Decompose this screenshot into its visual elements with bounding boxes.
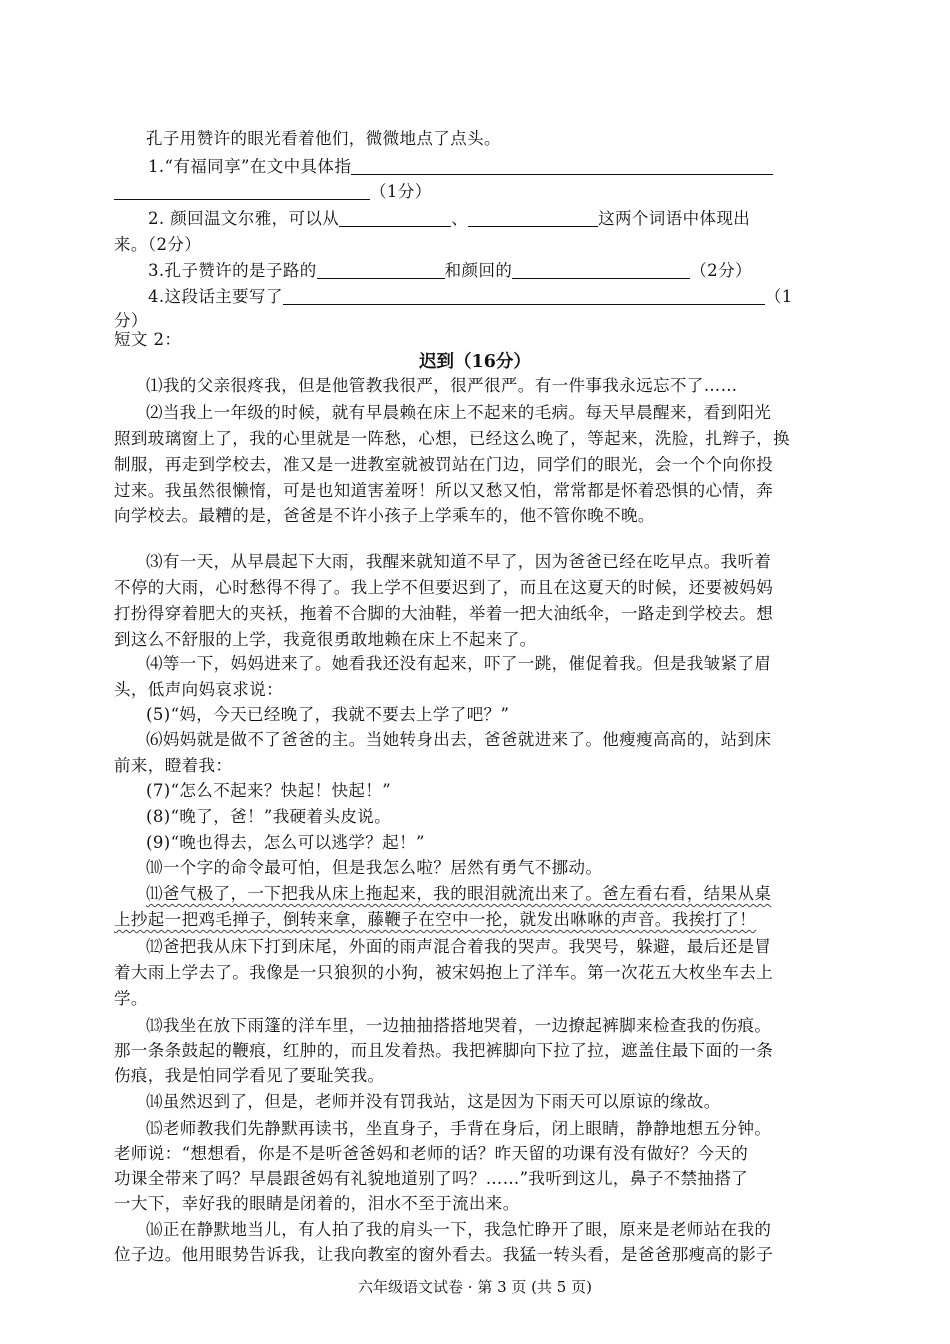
question-2-tail: 这两个词语中体现出 bbox=[598, 209, 751, 228]
paragraph-line: 到这么不舒服的上学，我竟很勇敢地赖在床上不起来了。 bbox=[114, 630, 537, 649]
paragraph-line: ⒁虽然迟到了，但是，老师并没有罚我站，这是因为下雨天可以原谅的缘故。 bbox=[146, 1092, 721, 1111]
intro-line: 孔子用赞许的眼光看着他们，微微地点了点头。 bbox=[146, 129, 501, 148]
paragraph-line: ⑽一个字的命令最可怕，但是我怎么啦？居然有勇气不挪动。 bbox=[146, 858, 603, 877]
question-1-label: 1.“有福同享”在文中具体指 bbox=[148, 157, 352, 176]
answer-blank-1a[interactable] bbox=[351, 156, 773, 175]
paragraph-line: ⒂老师教我们先静默再读书，坐直身子，手背在身后，闭上眼睛，静静地想五分钟。 bbox=[146, 1119, 772, 1138]
question-4-label: 4.这段话主要写了 bbox=[148, 287, 283, 306]
paragraph-line: ⑵当我上一年级的时候，就有早晨赖在床上不起来的毛病。每天早晨醒来，看到阳光 bbox=[146, 403, 772, 422]
question-2-cont: 来。（2分） bbox=[114, 235, 202, 254]
question-2-sep: 、 bbox=[451, 209, 469, 228]
paragraph-line: 伤痕，我是怕同学看见了要耻笑我。 bbox=[114, 1066, 385, 1085]
paragraph-line: ⑷等一下，妈妈进来了。她看我还没有起来，吓了一跳，催促着我。但是我皱紧了眉 bbox=[146, 654, 772, 673]
paragraph-line: 照到玻璃窗上了，我的心里就是一阵愁，心想，已经这么晚了，等起来，洗脸，扎辫子，换 bbox=[114, 429, 790, 448]
paragraph-line-underlined: ⑾爸气极了，一下把我从床上拖起来，我的眼泪就流出来了。爸左看右看，结果从桌 bbox=[146, 884, 772, 903]
paragraph-line: (5)“妈，今天已经晚了，我就不要去上学了吧？” bbox=[146, 705, 510, 724]
question-2-label: 2. 颜回温文尔雅，可以从 bbox=[148, 209, 340, 228]
paragraph-line-underlined: 上抄起一把鸡毛掸子，倒转来拿，藤鞭子在空中一抡，就发出咻咻的声音。我挨打了！ bbox=[114, 910, 757, 929]
article-title: 迟到（16分） bbox=[419, 352, 531, 372]
question-3-label: 3.孔子赞许的是子路的 bbox=[148, 261, 317, 280]
question-1 bbox=[148, 155, 773, 179]
paragraph-line: 学。 bbox=[114, 989, 148, 1008]
paragraph-line: 制服，再走到学校去，准又是一进教室就被罚站在门边，同学们的眼光，会一个个向你投 bbox=[114, 455, 774, 474]
answer-blank-3b[interactable] bbox=[512, 260, 690, 279]
answer-blank-4[interactable] bbox=[283, 286, 765, 305]
paragraph-line: 头，低声向妈哀求说： bbox=[114, 680, 283, 699]
paragraph-line: ⒃正在静默地当儿，有人拍了我的肩头一下，我急忙睁开了眼，原来是老师站在我的 bbox=[146, 1220, 772, 1239]
paragraph-line: ⑹妈妈就是做不了爸爸的主。当她转身出去，爸爸就进来了。他瘦瘦高高的，站到床 bbox=[146, 730, 772, 749]
question-2 bbox=[148, 207, 750, 231]
paragraph-line: 打扮得穿着肥大的夹袄，拖着不合脚的大油鞋，举着一把大油纸伞，一路走到学校去。想 bbox=[114, 604, 774, 623]
paragraph-line: 老师说：“想想看，你是不是听爸爸妈和老师的话？昨天留的功课有没有做好？今天的 bbox=[114, 1144, 749, 1163]
section-label: 短文 2： bbox=[114, 330, 182, 349]
page-footer: 六年级语文试卷 · 第 3 页 (共 5 页) bbox=[358, 1278, 592, 1296]
paragraph-line: 前来，瞪着我： bbox=[114, 756, 233, 775]
paragraph-line: (8)“晚了，爸！”我硬着头皮说。 bbox=[146, 807, 392, 826]
paragraph-line: ⑴我的父亲很疼我，但是他管教我很严，很严很严。有一件事我永远忘不了…… bbox=[146, 376, 738, 395]
paragraph-line: 功课全带来了吗？早晨跟爸妈有礼貌地道别了吗？……”我听到这儿，鼻子不禁抽搭了 bbox=[114, 1169, 749, 1188]
paragraph-line: 位子边。他用眼势告诉我，让我向教室的窗外看去。我猛一转头看，是爸爸那瘦高的影子 bbox=[114, 1245, 774, 1264]
question-1-score: （1分） bbox=[370, 182, 432, 201]
question-4-score-a: （1 bbox=[764, 287, 793, 306]
paragraph-line: 不停的大雨，心时愁得不得了。我上学不但要迟到了，而且在这夏天的时候，还要被妈妈 bbox=[114, 578, 774, 597]
answer-blank-1b[interactable] bbox=[114, 181, 370, 200]
paragraph-line: 向学校去。最糟的是，爸爸是不许小孩子上学乘车的，他不管你晚不晚。 bbox=[114, 506, 655, 525]
question-3 bbox=[148, 259, 752, 283]
question-4-score-b: 分） bbox=[114, 311, 148, 330]
question-3-mid: 和颜回的 bbox=[444, 261, 513, 280]
paragraph-line: 过来。我虽然很懒惰，可是也知道害羞呀！所以又愁又怕，常常都是怀着恐惧的心情，奔 bbox=[114, 481, 774, 500]
question-1-cont bbox=[114, 180, 432, 204]
paragraph-line: 那一条条鼓起的鞭痕，红肿的，而且发着热。我把裤脚向下拉了拉，遮盖住最下面的一条 bbox=[114, 1041, 774, 1060]
paragraph-line: 着大雨上学去了。我像是一只狼狈的小狗，被宋妈抱上了洋车。第一次花五大枚坐车去上 bbox=[114, 963, 774, 982]
answer-blank-2b[interactable] bbox=[468, 208, 598, 227]
paragraph-line: ⑿爸把我从床下打到床尾，外面的雨声混合着我的哭声。我哭号，躲避，最后还是冒 bbox=[146, 937, 772, 956]
paragraph-line: (9)“晚也得去，怎么可以逃学？起！” bbox=[146, 833, 425, 852]
paragraph-line: 一大下，幸好我的眼睛是闭着的，泪水不至于流出来。 bbox=[114, 1194, 520, 1213]
answer-blank-3a[interactable] bbox=[317, 260, 445, 279]
answer-blank-2a[interactable] bbox=[339, 208, 451, 227]
question-3-score: （2分） bbox=[690, 261, 752, 280]
paragraph-line: (7)“怎么不起来？快起！快起！” bbox=[146, 781, 392, 800]
paragraph-line: ⑶有一天，从早晨起下大雨，我醒来就知道不早了，因为爸爸已经在吃早点。我听着 bbox=[146, 552, 772, 571]
question-4 bbox=[148, 285, 793, 309]
paragraph-line: ⒀我坐在放下雨篷的洋车里，一边抽抽搭搭地哭着，一边撩起裤脚来检查我的伤痕。 bbox=[146, 1016, 772, 1035]
